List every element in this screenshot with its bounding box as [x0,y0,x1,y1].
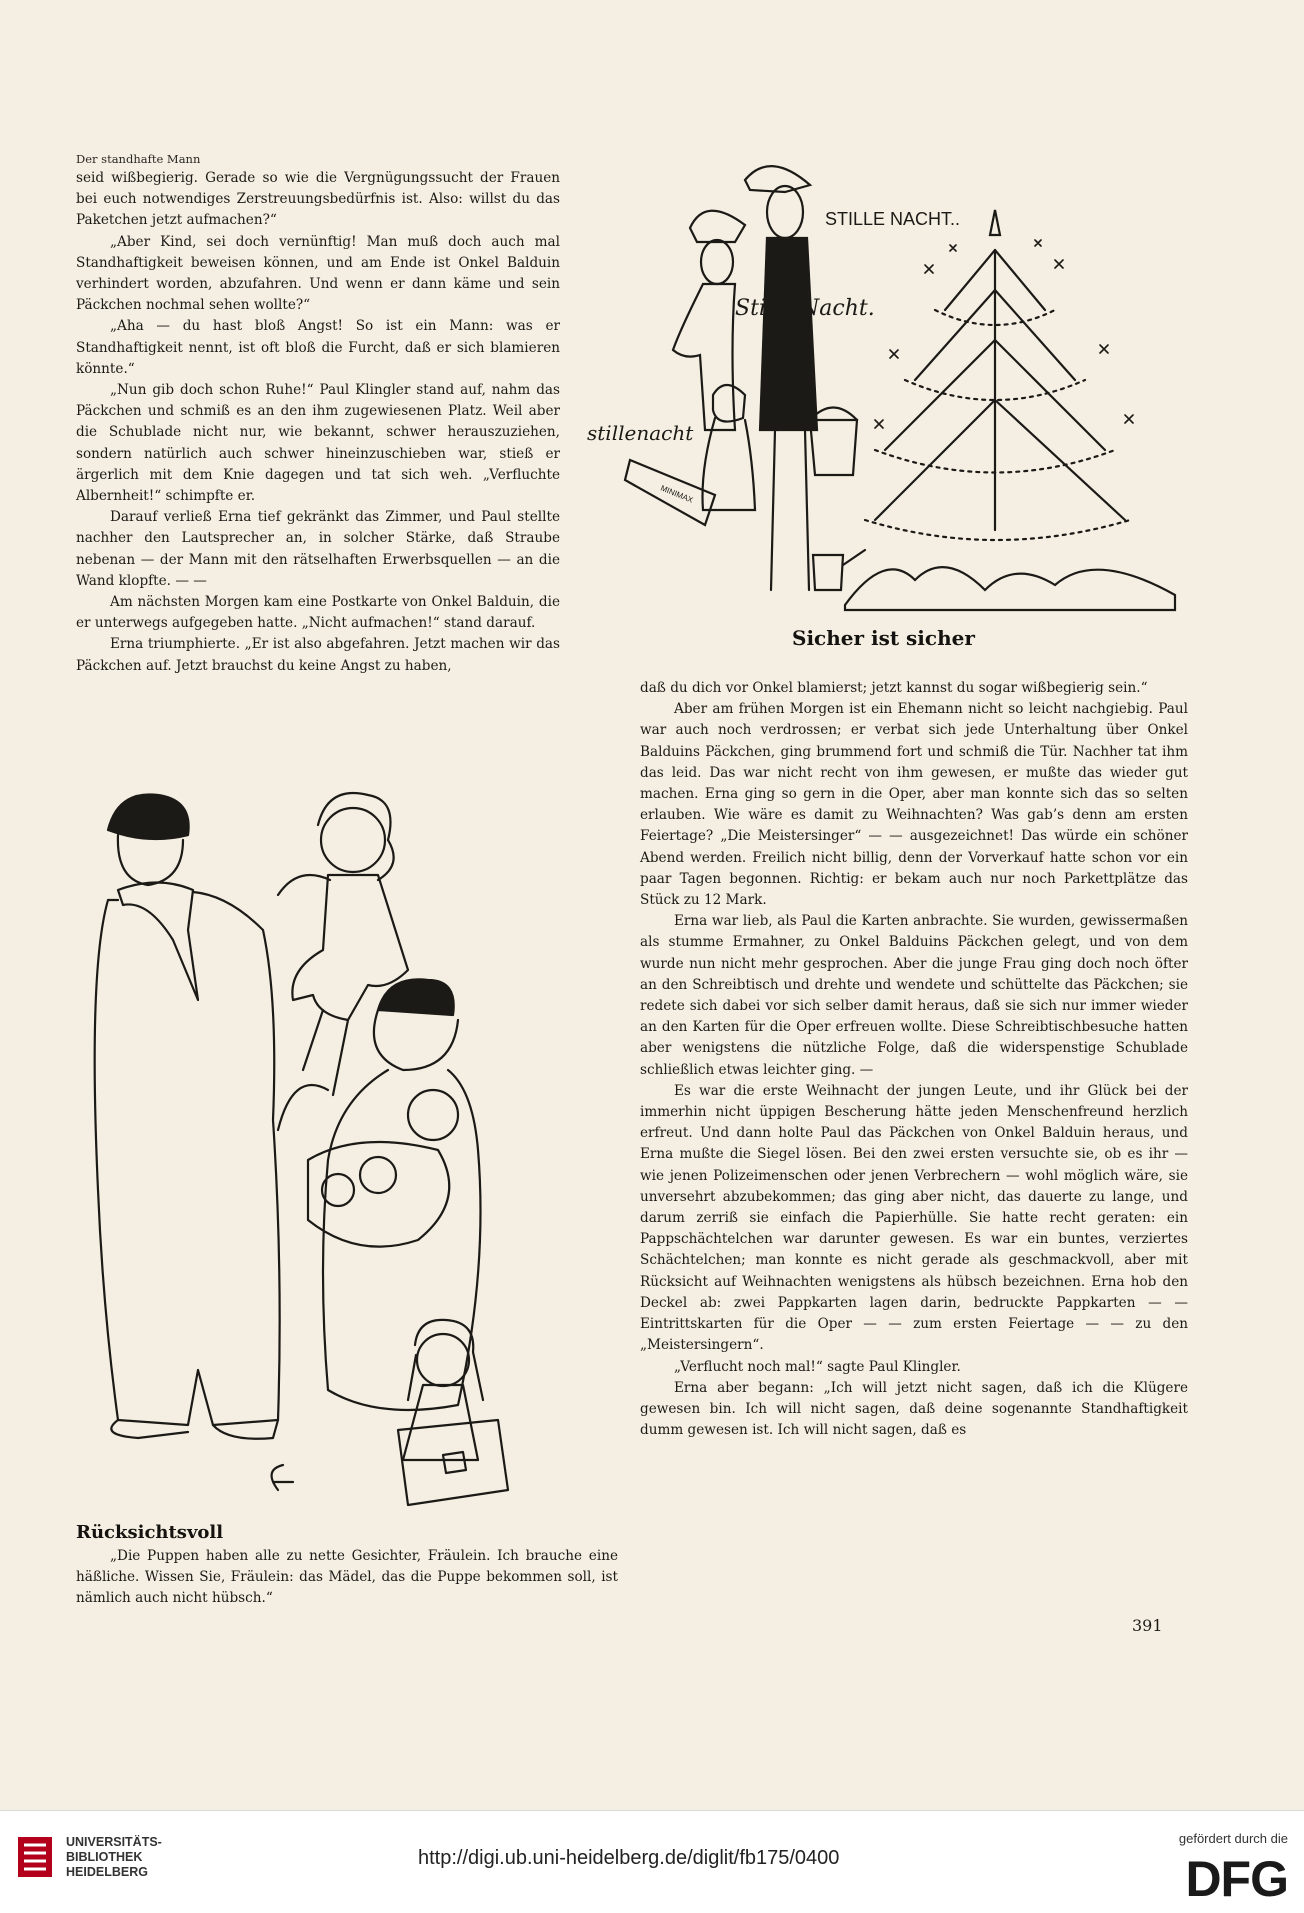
page-number: 391 [1132,1616,1163,1635]
paragraph: Erna war lieb, als Paul die Karten anbrachte. Sie wurden, gewissermaßen als stumme Ermahner, zu Onkel Balduins Päckchen gelegt, und von dem wurde nun nicht mehr gesprochen. Aber die junge Frau ging doch noch öfter an den Schreibtisch und drehte und wendete und schüttelte das Päckchen; sie redete sich dabei vor sich selber damit heraus, daß sie sich nur immer wieder an den Karten für die Oper erfreuen wollte. Diese Schreibtischbesuche hatten aber wenigstens die nützliche Folge, daß die widerspenstige Schublade schließlich etwas leichter ging. — [640,913,1188,1078]
held-doll-head [321,808,385,872]
small-doll-head [360,1157,396,1193]
stille-nacht-print-label: STILLE NACHT.. [825,209,961,229]
bowler-hat [108,794,189,839]
funded-by-label: gefördert durch die [1178,1831,1288,1846]
held-doll-legs [303,1010,348,1095]
paragraph: „Aha — du hast bloß Angst! So ist ein Mann: was er Standhaftigkeit nennt, ist oft bloß die Furcht, daß er sich blamieren könnte.“ [76,318,560,377]
candle-sparkles [875,240,1133,428]
bottom-illustration-caption: Rücksichtsvoll [76,1522,224,1543]
christmas-tree-illustration [585,150,1185,620]
library-name-line: BIBLIOTHEK [66,1850,143,1864]
ugly-doll-head [417,1334,469,1386]
running-head: Der standhafte Mann [76,152,201,166]
paragraph: Es war die erste Weihnacht der jungen Leute, und ihr Glück bei der immerhin nicht üppigen Bescherung hätte jeden Menschenfreund herzlich erfreut. Und dann holte Paul das Päckchen von Onkel Balduin heraus, und Erna mußte die Siegel lösen. Bei den zwei ersten versuchte sie, ob es ihr — wie jenen Polizeimenschen oder jenen Verbrechern — wohl möglich wäre, sie unversehrt abzubekommen; das ging aber nicht, das dauerte zu lange, und darum zerriß sie einfach die Papierhülle. Sie hatte recht geraten: ein Pappschächtelchen war darunter gewesen. Es war ein buntes, verziertes Schächtelchen; man konnte es nicht gerade als geschmackvoll, aber mit Rücksicht auf Weihnachten wenigstens als hübsch bezeichnen. Erna hob den Deckel ab: zwei Pappkarten lagen darin, bedruckte Pappkarten — — Eintrittskarten für die Oper — — zum ersten Feiertage — — zu den „Meistersingern“. [640,1082,1188,1354]
woman-hat [690,211,745,242]
viewer-footer [0,1810,1304,1913]
woman-head [701,240,733,284]
paragraph: „Nun gib doch schon Ruhe!“ Paul Klingler stand auf, nahm das Päckchen und schmiß es an den ihm zugewiesenen Platz. Weil aber die Schublade nicht nur, wie bekannt, schwer herauszuziehen, sondern natürlich auch schwer hineinzuschieben war, stieß er ärgerlich mit dem Knie dagegen und tat sich weh. „Verfluchte Albernheit!“ schimpfte er. [76,382,560,505]
child-figure [703,385,756,510]
artist-signature [272,1465,293,1490]
paragraph: „Verflucht noch mal!“ sagte Paul Klingler. [674,1358,961,1375]
teddy-head [408,1090,458,1140]
christmas-tree [865,210,1130,540]
paragraph: daß du dich vor Onkel blamierst; jetzt kannst du sogar wißbegierig sein.“ [640,680,1148,696]
gift-drapes [845,567,1175,610]
woman-body [673,284,735,430]
minimax-label: MINIMAX [659,483,695,505]
library-name [66,1835,162,1880]
doll-shop-illustration [78,770,598,1530]
saleswoman-face [374,1010,458,1070]
paragraph: Erna aber begann: „Ich will jetzt nicht sagen, daß ich die Klügere gewesen bin. Ich will nicht sagen, daß deine sogenannte Standhaftigkeit dumm gewesen ist. Ich will nicht sagen, daß es [640,1379,1188,1439]
paragraph: seid wißbegierig. Gerade so wie die Vergnügungssucht der Frauen bei euch notwendiges Zerstreuungsbedürfnis ist. Also: willst du das Paketchen jetzt aufmachen?“ [76,170,560,229]
held-doll-arm [278,875,330,895]
paragraph: Erna triumphierte. „Er ist also abgefahren. Jetzt machen wir das Päckchen auf. Jetzt brauchst du keine Angst zu haben, [76,636,560,674]
saleswoman-hair [378,979,454,1015]
stillenacht-side-label: stillenacht [587,421,694,445]
tall-figure-head [767,186,803,238]
doll-box [398,1420,508,1505]
library-name-line: HEIDELBERG [66,1865,148,1879]
top-illustration-caption: Sicher ist sicher [792,626,975,650]
paragraph: „Aber Kind, sei doch vernünftig! Man muß doch auch mal Standhaftigkeit beweisen können, und am Ende ist Onkel Balduin verhindert worden, abzufahren. Und wenn er dann käme und sein Päckchen nochmal sehen wollte?“ [76,233,560,314]
man-head [118,835,183,885]
watering-can [813,550,865,590]
university-library-logo [14,1831,56,1883]
permalink-url[interactable]: http://digi.ub.uni-heidelberg.de/diglit/fb175/0400 [418,1847,840,1869]
counter-outline [278,1085,328,1130]
paragraph: Aber am frühen Morgen ist ein Ehemann nicht so leicht nachgiebig. Paul war auch noch verdrossen; er verbat sich jede Unterhaltung über Onkel Balduins Päckchen, ging brummend fort und schmiß die Tür. Nachher tat ihm das leid. Das war nicht recht von ihm gewesen, er mußte das wieder gut machen. Erna ging so gern in die Oper, aber man konnte sich das so selten erlauben. Wie wäre es damit zu Weihnachten? Was gab’s denn am ersten Feiertage? „Die Meistersinger“ — — ausgezeichnet! Das würde ein schöner Abend werden. Freilich nicht billig, denn der Vorverkauf hatte schon vor ein paar Tagen begonnen. Richtig: er bekam auch nur noch Parkettplätze das Stück zu 12 Mark. [640,701,1188,909]
held-doll-hair [318,793,394,880]
man-scarf [118,883,198,1001]
tall-figure-body [760,238,817,430]
library-name-line: UNIVERSITÄTS- [66,1835,162,1849]
right-text-column [640,678,1188,1441]
stille-nacht-script-label: Stille Nacht. [735,296,875,321]
dfg-logo: DFG [1185,1851,1288,1907]
paragraph: Am nächsten Morgen kam eine Postkarte von Onkel Balduin, die er unterwegs aufgegeben hatte. „Nicht aufmachen!“ stand darauf. [76,594,560,632]
paragraph: Darauf verließ Erna tief gekränkt das Zimmer, und Paul stellte nachher den Lautsprecher an, in solcher Stärke, daß Straube nebenan — der Mann mit den rätselhaften Erwerbsquellen — an die Wand klopfte. — — [76,509,560,589]
small-doll-head [322,1174,354,1206]
left-text-column [76,168,560,677]
bottom-illustration-caption-text: „Die Puppen haben alle zu nette Gesichter, Fräulein. Ich brauche eine häßliche. Wissen Sie, Fräulein: das Mädel, das die Puppe bekommen soll, ist nämlich auch nicht hübsch.“ [76,1548,618,1606]
